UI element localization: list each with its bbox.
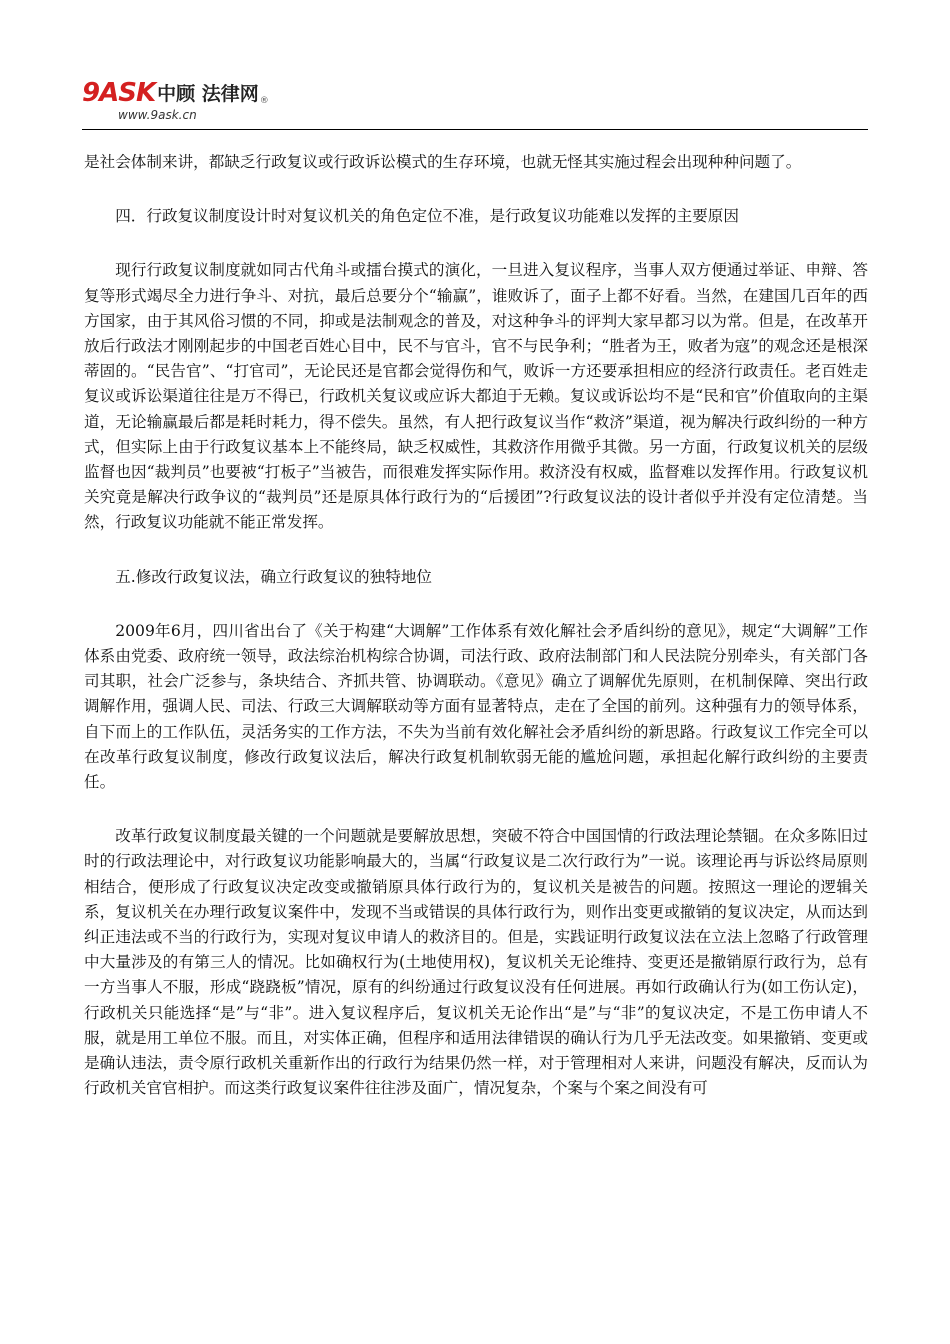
site-header <box>82 74 868 130</box>
registered-mark: ® <box>259 96 269 106</box>
document-body <box>84 150 868 1131</box>
section-heading-4: 四．行政复议制度设计时对复议机关的角色定位不准，是行政复议功能难以发挥的主要原因 <box>115 207 739 226</box>
paragraph: 2009年6月，四川省出台了《关于构建“大调解”工作体系有效化解社会矛盾纠纷的意见》，规定“大调解”工作体系由党委、政府统一领导，政法综治机构综合协调，司法行政、政府法制部门和人民法院分别牵头，有关部门各司其职，社会广泛参与，条块结合、齐抓共管、协调联动。《意见》确立了调解优先原则，在机制保障、突出行政调解作用，强调人民、司法、行政三大调解联动等方面有显著特点，走在了全国的前列。这种强有力的领导体系，自下而上的工作队伍，灵活务实的工作方法，不失为当前有效化解社会矛盾纠纷的新思路。行政复议工作完全可以在改革行政复议制度，修改行政复议法后，解决行政复机制软弱无能的尴尬问题，承担起化解行政纠纷的主要责任。 <box>84 621 868 792</box>
section-heading-5: 五.修改行政复议法，确立行政复议的独特地位 <box>115 567 433 586</box>
site-logo[interactable] <box>82 76 272 106</box>
logo-brand: 9ASK <box>82 78 156 108</box>
paragraph-continued: 是社会体制来讲，都缺乏行政复议或行政诉讼模式的生存环境，也就无怪其实施过程会出现种种问题了。 <box>84 153 802 171</box>
paragraph: 改革行政复议制度最关键的一个问题就是要解放思想，突破不符合中国国情的行政法理论禁锢。在众多陈旧过时的行政法理论中，对行政复议功能影响最大的，当属“行政复议是二次行政行为”一说。该理论再与诉讼终局原则相结合，便形成了行政复议决定改变或撤销原具体行政行为的，复议机关是被告的问题。按照这一理论的逻辑关系，复议机关在办理行政复议案件中，发现不当或错误的具体行政行为，则作出变更或撤销的复议决定，从而达到纠正违法或不当的行政行为，实现对复议申请人的救济目的。但是，实践证明行政复议法在立法上忽略了行政管理中大量涉及的有第三人的情况。比如确权行为(土地使用权)，复议机关无论维持、变更还是撤销原行政行为，总有一方当事人不服，形成“跷跷板”情况，原有的纠纷通过行政复议没有任何进展。再如行政确认行为(如工伤认定)，行政机关只能选择“是”与“非”。进入复议程序后，复议机关无论作出“是”与“非”的复议决定，不是工伤申请人不服，就是用工单位不服。而且，对实体正确，但程序和适用法律错误的确认行为几乎无法改变。如果撤销、变更或是确认违法，责令原行政机关重新作出的行政行为结果仍然一样，对于管理相对人来讲，问题没有解决，反而认为行政机关官官相护。而这类行政复议案件往往涉及面广，情况复杂，个案与个案之间没有可 <box>84 827 868 1098</box>
header-divider <box>82 129 868 130</box>
logo-url: www.9ask.cn <box>118 108 197 122</box>
logo-name: 中顾 法律网 <box>157 83 259 105</box>
paragraph: 现行行政复议制度就如同古代角斗或擂台摸式的演化，一旦进入复议程序，当事人双方便通过举证、申辩、答复等形式竭尽全力进行争斗、对抗，最后总要分个“输赢”，谁败诉了，面子上都不好看。当然，在建国几百年的西方国家，由于其风俗习惯的不同，抑或是法制观念的普及，对这种争斗的评判大家早都习以为常。但是，在改革开放后行政法才刚刚起步的中国老百姓心目中，民不与官斗，官不与民争利；“胜者为王，败者为寇”的观念还是根深蒂固的。“民告官”、“打官司”，无论民还是官都会觉得伤和气，败诉一方还要承担相应的经济行政责任。老百姓走复议或诉讼渠道往往是万不得已，行政机关复议或应诉大都迫于无赖。复议或诉讼均不是“民和官”价值取向的主渠道，无论输赢最后都是耗时耗力，得不偿失。虽然，有人把行政复议当作“救济”渠道，视为解决行政纠纷的一种方式，但实际上由于行政复议基本上不能终局，缺乏权威性，其救济作用微乎其微。另一方面，行政复议机关的层级监督也因“裁判员”也要被“打板子”当被告，而很难发挥实际作用。救济没有权威，监督难以发挥作用。行政复议机关究竟是解决行政争议的“裁判员”还是原具体行政行为的“后援团”?行政复议法的设计者似乎并没有定位清楚。当然，行政复议功能就不能正常发挥。 <box>84 261 868 532</box>
